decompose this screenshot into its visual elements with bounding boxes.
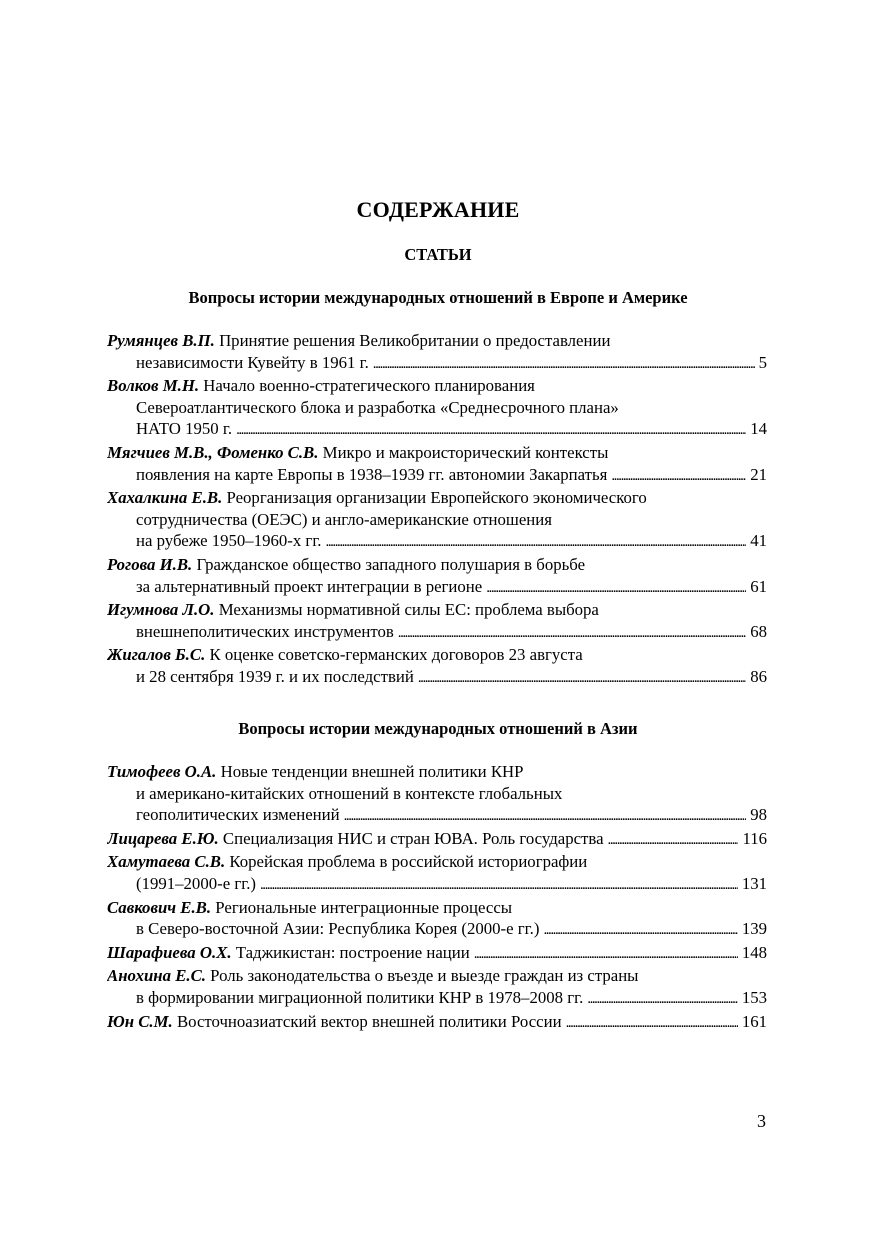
toc-entry-title-line: и 28 сентября 1939 г. и их последствий	[136, 666, 414, 686]
toc-entry	[107, 644, 767, 689]
leader-dots	[260, 875, 738, 897]
toc-entry-text	[136, 621, 394, 643]
toc-entry-title-line: сотрудничества (ОЕЭС) и англо-американские отношения	[136, 509, 552, 529]
toc-entry-title-line: в формировании миграционной политики КНР в 1978–2008 гг.	[136, 987, 584, 1007]
toc-entry-title-line: Специализация НИС и стран ЮВА. Роль государства	[222, 828, 604, 848]
toc-entry-line	[107, 621, 767, 645]
toc-entry-text	[136, 666, 414, 688]
toc-entry-page: 5	[758, 352, 767, 372]
toc-entry-text	[136, 530, 322, 552]
toc-entry-line	[107, 873, 767, 897]
toc-entry	[107, 487, 767, 554]
toc-section-asia	[107, 761, 767, 1034]
toc-entry-page: 86	[750, 666, 767, 686]
toc-entry-text	[136, 510, 552, 529]
toc-entry-author: Тимофеев О.А.	[107, 762, 217, 781]
toc-entry-title-line: внешнеполитических инструментов	[136, 621, 394, 641]
toc-entry-text	[136, 873, 256, 895]
toc-entry-title-line: Таджикистан: построение нации	[235, 942, 470, 962]
toc-entry-text	[107, 762, 523, 781]
toc-entry-line	[107, 509, 767, 531]
toc-entry-line	[107, 487, 767, 509]
toc-entry	[107, 330, 767, 375]
toc-entry-title-line: Североатлантического блока и разработка «Среднесрочного плана»	[136, 397, 619, 417]
toc-entry-text	[107, 331, 610, 350]
toc-entry-line	[107, 330, 767, 352]
toc-entry-text	[136, 987, 583, 1009]
toc-entry-page: 21	[750, 464, 767, 484]
toc-entry-text	[107, 942, 470, 964]
leader-dots	[611, 466, 746, 488]
toc-entry-title-line: независимости Кувейту в 1961 г.	[136, 352, 369, 372]
toc-entry-line	[107, 897, 767, 919]
toc-entry-page: 153	[741, 987, 767, 1007]
toc-entry-author: Юн С.М.	[107, 1011, 173, 1031]
leader-dots	[566, 1013, 738, 1035]
toc-entry-line	[107, 783, 767, 805]
toc-entry	[107, 1011, 767, 1035]
toc-entry-title-line: за альтернативный проект интеграции в регионе	[136, 576, 483, 596]
leader-dots	[398, 623, 746, 645]
toc-entry-page: 41	[750, 531, 767, 551]
toc-entry	[107, 599, 767, 644]
toc-entry-line	[107, 1011, 767, 1035]
toc-entry-text	[136, 398, 619, 417]
toc-entry-title-line: К оценке советско-германских договоров 23 августа	[209, 645, 583, 665]
toc-entry-text	[136, 418, 232, 440]
toc-entry-author: Рогова И.В.	[107, 554, 193, 574]
toc-entry-text	[107, 645, 583, 664]
toc-entry-line	[107, 442, 767, 464]
leader-dots	[418, 668, 746, 690]
toc-entry-author: Хамутаева С.В.	[107, 852, 226, 872]
leader-dots	[587, 989, 738, 1011]
toc-entry-author: Жигалов Б.С.	[107, 645, 206, 665]
toc-entry	[107, 375, 767, 442]
toc-entry-line	[107, 418, 767, 442]
toc-entry-text	[136, 576, 482, 598]
toc-entry-text	[107, 966, 638, 985]
articles-subtitle: СТАТЬИ	[404, 245, 472, 264]
toc-entry-line	[107, 804, 767, 828]
toc-entry-author: Румянцев В.П.	[107, 331, 215, 350]
toc-entry-text	[107, 852, 587, 871]
toc-entry-line	[107, 352, 767, 376]
toc-entry-title-line: Новые тенденции внешней политики КНР	[220, 762, 524, 781]
toc-entry-text	[107, 376, 535, 395]
toc-entry	[107, 442, 767, 487]
toc-entry-author: Анохина Е.С.	[107, 966, 206, 986]
toc-entry-line	[107, 576, 767, 600]
toc-entry	[107, 965, 767, 1010]
toc-entry	[107, 554, 767, 599]
toc-entry-line	[107, 828, 767, 852]
leader-dots	[344, 806, 747, 828]
section-heading-asia: Вопросы истории международных отношений в Азии	[238, 719, 638, 738]
toc-entry-author: Хахалкина Е.В.	[107, 488, 223, 508]
toc-entry-line	[107, 851, 767, 873]
toc-entry-title-line: на рубеже 1950–1960-х гг.	[136, 531, 322, 551]
toc-entry-author: Волков М.Н.	[107, 376, 200, 396]
toc-entry-page: 131	[741, 873, 767, 893]
toc-entry-line	[107, 530, 767, 554]
leader-dots	[326, 532, 747, 554]
toc-entry-line	[107, 599, 767, 621]
toc-entry-line	[107, 397, 767, 419]
leader-dots	[486, 578, 746, 600]
toc-entry-title-line: Принятие решения Великобритании о предоставлении	[219, 331, 611, 350]
toc-entry-text	[136, 918, 539, 940]
toc-entry	[107, 942, 767, 966]
toc-entry-line	[107, 644, 767, 666]
toc-entry-line	[107, 987, 767, 1011]
toc-entry-text	[136, 804, 340, 826]
toc-entry-title-line: Механизмы нормативной силы ЕС: проблема выбора	[218, 600, 599, 620]
toc-entry-text	[107, 443, 608, 462]
toc-entry-text	[136, 352, 369, 374]
toc-entry-page: 68	[750, 621, 767, 641]
toc-entry-page: 61	[750, 576, 767, 596]
toc-entry-text	[136, 464, 607, 486]
toc-entry-title-line: НАТО 1950 г.	[136, 419, 233, 439]
toc-entry-author: Мягчиев М.В., Фоменко С.В.	[107, 442, 319, 462]
toc-entry-page: 161	[741, 1011, 767, 1031]
toc-entry-line	[107, 965, 767, 987]
toc-entry-title-line: Региональные интеграционные процессы	[215, 897, 513, 917]
toc-entry-text	[107, 898, 512, 917]
toc-entry	[107, 828, 767, 852]
leader-dots	[236, 420, 746, 442]
toc-entry-text	[107, 600, 599, 619]
toc-entry-text	[107, 488, 647, 507]
toc-entry-page: 98	[750, 805, 767, 825]
leader-dots	[543, 920, 737, 942]
toc-entry-author: Лицарева Е.Ю.	[107, 828, 219, 848]
toc-section-europe-america	[107, 330, 767, 690]
toc-entry-title-line: Начало военно-стратегического планирования	[203, 376, 535, 396]
toc-entry-title-line: Корейская проблема в российской историографии	[229, 852, 588, 872]
toc-entry-text	[136, 784, 562, 803]
toc-entry-line	[107, 554, 767, 576]
leader-dots	[373, 354, 755, 376]
toc-entry-text	[107, 555, 585, 574]
toc-entry	[107, 851, 767, 896]
toc-entry-page: 14	[750, 419, 767, 439]
toc-entry-title-line: Роль законодательства о въезде и выезде граждан из страны	[210, 966, 639, 986]
toc-entry-title-line: геополитических изменений	[136, 805, 340, 825]
toc-entry-title-line: появления на карте Европы в 1938–1939 гг. автономии Закарпатья	[136, 464, 608, 484]
toc-entry-line	[107, 942, 767, 966]
toc-entry	[107, 761, 767, 828]
toc-entry	[107, 897, 767, 942]
toc-entry-page: 148	[741, 942, 767, 962]
toc-entry-page: 116	[742, 828, 767, 848]
toc-entry-title-line: Микро и макроисторический контексты	[322, 442, 609, 462]
contents-title: СОДЕРЖАНИЕ	[356, 197, 520, 222]
toc-entry-title-line: Восточноазиатский вектор внешней политики России	[176, 1011, 562, 1031]
toc-entry-line	[107, 464, 767, 488]
toc-entry-title-line: Гражданское общество западного полушария в борьбе	[196, 554, 586, 574]
section-heading-europe-america: Вопросы истории международных отношений в Европе и Америке	[188, 288, 688, 307]
toc-entry-title-line: в Северо-восточной Азии: Республика Корея (2000-е гг.)	[136, 919, 540, 939]
toc-entry-author: Савкович Е.В.	[107, 897, 212, 917]
page-number: 3	[757, 1111, 766, 1131]
toc-entry-author: Шарафиева О.Х.	[107, 942, 232, 962]
toc-entry-line	[107, 918, 767, 942]
leader-dots	[474, 944, 738, 966]
toc-entry-line	[107, 375, 767, 397]
toc-entry-title-line: Реорганизация организации Европейского экономического	[226, 488, 647, 508]
toc-entry-author: Игумнова Л.О.	[107, 600, 215, 620]
toc-entry-text	[107, 1011, 562, 1033]
toc-entry-page: 139	[741, 919, 767, 939]
toc-entry-title-line: (1991–2000-е гг.)	[136, 873, 256, 893]
toc-entry-line	[107, 666, 767, 690]
toc-entry-line	[107, 761, 767, 783]
toc-entry-title-line: и американо-китайских отношений в контексте глобальных	[136, 783, 563, 803]
leader-dots	[608, 830, 739, 852]
toc-entry-text	[107, 828, 604, 850]
